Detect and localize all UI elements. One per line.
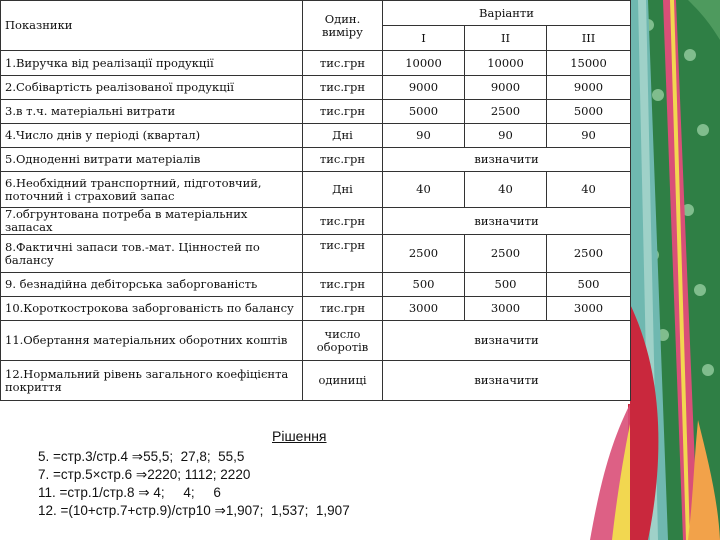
- row-label: 11.Обертання матеріальних оборотних коштів: [1, 321, 303, 361]
- header-indicators: Показники: [1, 1, 303, 51]
- row-v2: 9000: [465, 76, 547, 100]
- row-v1: 2500: [383, 235, 465, 273]
- header-unit: Один. виміру: [303, 1, 383, 51]
- row-label: 8.Фактичні запаси тов.-мат. Цінностей по балансу: [1, 235, 303, 273]
- row-merged-value: визначити: [383, 208, 631, 235]
- table-row: [1, 235, 631, 273]
- row-merged-value: визначити: [383, 148, 631, 172]
- row-unit: одиниці: [303, 361, 383, 401]
- row-v1: 40: [383, 172, 465, 208]
- table-row: [1, 273, 631, 297]
- solution-line: 5. =стр.3/стр.4 ⇒55,5; 27,8; 55,5: [38, 449, 245, 464]
- row-label: 5.Одноденні витрати матеріалів: [1, 148, 303, 172]
- table-row: [1, 297, 631, 321]
- table-row: [1, 76, 631, 100]
- row-unit: Дні: [303, 124, 383, 148]
- row-v2: 500: [465, 273, 547, 297]
- table-row: [1, 124, 631, 148]
- row-label: 6.Необхідний транспортний, підготовчий, поточний і страховий запас: [1, 172, 303, 208]
- header-variant-2: II: [465, 26, 547, 51]
- row-label: 10.Короткострокова заборгованість по балансу: [1, 297, 303, 321]
- row-unit: тис.грн: [303, 76, 383, 100]
- solution-line: 12. =(10+стр.7+стр.9)/стр10 ⇒1,907; 1,537; 1,907: [38, 503, 350, 518]
- row-v3: 3000: [547, 297, 631, 321]
- row-unit: тис.грн: [303, 51, 383, 76]
- row-merged-value: визначити: [383, 361, 631, 401]
- row-v3: 15000: [547, 51, 631, 76]
- row-v1: 90: [383, 124, 465, 148]
- table-row: [1, 100, 631, 124]
- row-v2: 3000: [465, 297, 547, 321]
- row-label: 4.Число днів у періоді (квартал): [1, 124, 303, 148]
- solution-line: 11. =стр.1/стр.8 ⇒ 4; 4; 6: [38, 485, 221, 500]
- row-v1: 3000: [383, 297, 465, 321]
- row-v3: 5000: [547, 100, 631, 124]
- row-v3: 40: [547, 172, 631, 208]
- row-label: 9. безнадійна дебіторська заборгованість: [1, 273, 303, 297]
- table-row: [1, 208, 631, 235]
- row-v3: 500: [547, 273, 631, 297]
- row-unit: тис.грн: [303, 148, 383, 172]
- row-unit: число оборотів: [303, 321, 383, 361]
- row-label: 3.в т.ч. матеріальні витрати: [1, 100, 303, 124]
- table-row: [1, 321, 631, 361]
- row-v2: 90: [465, 124, 547, 148]
- row-unit: тис.грн: [303, 208, 383, 235]
- row-v3: 9000: [547, 76, 631, 100]
- header-variants: Варіанти: [383, 1, 631, 26]
- row-v2: 40: [465, 172, 547, 208]
- row-label: 2.Собівартість реалізованої продукції: [1, 76, 303, 100]
- row-v1: 500: [383, 273, 465, 297]
- table-row: [1, 148, 631, 172]
- row-v2: 2500: [465, 235, 547, 273]
- row-v3: 90: [547, 124, 631, 148]
- row-v1: 9000: [383, 76, 465, 100]
- table-row: [1, 51, 631, 76]
- row-label: 1.Виручка від реалізації продукції: [1, 51, 303, 76]
- decorative-swoosh: [440, 404, 630, 540]
- row-v2: 2500: [465, 100, 547, 124]
- row-unit: Дні: [303, 172, 383, 208]
- table-row: [1, 361, 631, 401]
- row-v2: 10000: [465, 51, 547, 76]
- header-variant-1: I: [383, 26, 465, 51]
- row-v3: 2500: [547, 235, 631, 273]
- row-v1: 5000: [383, 100, 465, 124]
- row-label: 7.обгрунтована потреба в матеріальних запасах: [1, 208, 303, 235]
- row-v1: 10000: [383, 51, 465, 76]
- row-unit: тис.грн: [303, 235, 383, 273]
- table-row: [1, 172, 631, 208]
- row-unit: тис.грн: [303, 273, 383, 297]
- row-unit: тис.грн: [303, 100, 383, 124]
- solution-line: 7. =стр.5×стр.6 ⇒2220; 1112; 2220: [38, 467, 251, 482]
- row-merged-value: визначити: [383, 321, 631, 361]
- decorative-background: [628, 0, 720, 540]
- row-label: 12.Нормальний рівень загального коефіцієнта покриття: [1, 361, 303, 401]
- header-variant-3: III: [547, 26, 631, 51]
- row-unit: тис.грн: [303, 297, 383, 321]
- solution-title: Рішення: [272, 428, 327, 444]
- solution-lines: [38, 448, 350, 520]
